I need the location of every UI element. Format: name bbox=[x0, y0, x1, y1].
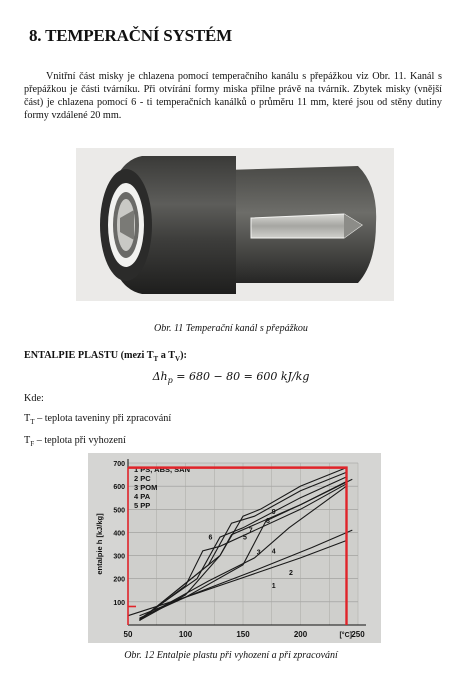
figure-12-caption: Obr. 12 Entalpie plastu při vyhození a při zpracování bbox=[124, 650, 338, 661]
x-tick-label: 200 bbox=[293, 630, 308, 639]
enthalpy-chart bbox=[88, 453, 381, 643]
y-tick-label: 400 bbox=[113, 530, 125, 538]
definition-melt-temp bbox=[24, 413, 171, 426]
figure-11-caption: Obr. 11 Temperační kanál s přepážkou bbox=[154, 323, 308, 334]
x-tick-label: 50 bbox=[123, 630, 133, 639]
curve-label: 7 bbox=[248, 527, 253, 535]
legend-entry: 1 PS, ABS, SAN bbox=[134, 465, 190, 474]
enthalpy-chart-svg bbox=[88, 453, 381, 643]
legend-entry: 5 PP bbox=[134, 501, 151, 510]
formula-subscript: p bbox=[167, 376, 173, 386]
y-tick-label: 600 bbox=[113, 484, 125, 492]
definition-subscript: F bbox=[30, 440, 35, 449]
curve-label: 3 bbox=[256, 549, 261, 557]
enthalpy-heading bbox=[24, 350, 187, 363]
curve-label: 6 bbox=[208, 534, 213, 542]
curve-label: 1 bbox=[271, 582, 276, 590]
curve-label: 4 bbox=[271, 548, 276, 556]
page-title: 8. TEMPERAČNÍ SYSTÉM bbox=[29, 26, 233, 45]
legend-entry: 4 PA bbox=[134, 492, 151, 501]
enthalpy-formula bbox=[0, 370, 462, 385]
enthalpy-paren: (mezi T bbox=[120, 350, 154, 361]
intro-paragraph bbox=[24, 70, 442, 122]
y-tick-label: 500 bbox=[113, 507, 125, 515]
x-tick-label: 100 bbox=[178, 630, 193, 639]
enthalpy-label: ENTALPIE PLASTU bbox=[24, 350, 119, 361]
definition-ejection-temp bbox=[24, 435, 126, 448]
baffle-channel-illustration bbox=[76, 148, 394, 301]
y-tick-label: 700 bbox=[113, 461, 125, 468]
y-tick-label: 200 bbox=[113, 576, 125, 584]
temperature-channel-photo bbox=[76, 148, 394, 301]
x-tick-label: 150 bbox=[236, 630, 250, 639]
x-axis-label: [°C] bbox=[339, 632, 352, 639]
formula-lhs: Δh bbox=[152, 370, 168, 383]
enthalpy-sub-v: V bbox=[175, 355, 181, 364]
curve-label: 8 bbox=[266, 518, 270, 526]
curve-label: 5 bbox=[243, 534, 247, 542]
where-label: Kde: bbox=[24, 393, 44, 404]
enthalpy-mid: a T bbox=[158, 350, 176, 361]
curve-label: 9 bbox=[271, 508, 276, 516]
definition-symbol: T bbox=[24, 435, 31, 446]
definition-subscript: T bbox=[30, 418, 35, 427]
curve-label: 2 bbox=[289, 570, 293, 578]
y-axis-label: entalpie h [kJ/kg] bbox=[95, 513, 104, 575]
definition-text: – teplota při vyhození bbox=[34, 435, 126, 446]
enthalpy-sub-t: T bbox=[153, 355, 159, 364]
formula-rhs: = 680 − 80 = 600 kJ/kg bbox=[172, 370, 310, 383]
enthalpy-end: ): bbox=[180, 350, 187, 361]
definition-symbol: T bbox=[24, 413, 31, 424]
x-tick-label: 250 bbox=[351, 630, 365, 639]
intro-paragraph-text: Vnitřní část misky je chlazena pomocí temperačního kanálu s přepážkou viz Obr. 11. Kanál s přepážkou je části tvárníku. Při otvírání formy miska přilne právě na tvárník. Zbytek misky (vnější část) je chlazena pomocí 6 - ti temperačních kanálků o průměru 11 mm, které jsou od stěny dutiny formy vzdálené 20 mm. bbox=[24, 71, 442, 121]
legend-entry: 2 PC bbox=[134, 474, 151, 483]
y-tick-label: 100 bbox=[113, 599, 125, 607]
definition-text: – teplota taveniny při zpracování bbox=[34, 413, 172, 424]
legend-entry: 3 POM bbox=[134, 483, 158, 492]
y-tick-label: 300 bbox=[113, 553, 125, 561]
